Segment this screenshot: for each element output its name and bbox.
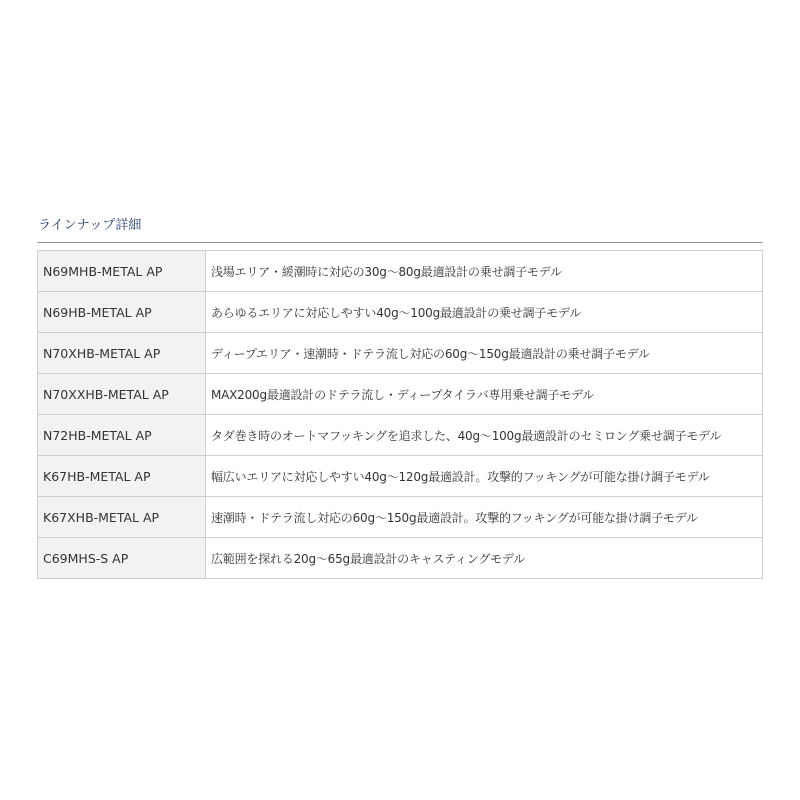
- model-description-cell: 浅場エリア・緩潮時に対応の30g〜80g最適設計の乗せ調子モデル: [206, 251, 763, 292]
- model-name-cell: C69MHS-S AP: [38, 538, 206, 579]
- table-row: [38, 497, 763, 538]
- table-row: [38, 415, 763, 456]
- model-description-cell: あらゆるエリアに対応しやすい40g〜100g最適設計の乗せ調子モデル: [206, 292, 763, 333]
- model-description-cell: ディープエリア・速潮時・ドテラ流し対応の60g〜150g最適設計の乗せ調子モデル: [206, 333, 763, 374]
- table-row: [38, 374, 763, 415]
- table-row: [38, 333, 763, 374]
- model-name-cell: N70XXHB-METAL AP: [38, 374, 206, 415]
- model-description-cell: タダ巻き時のオートマフッキングを追求した、40g〜100g最適設計のセミロング乗せ調子モデル: [206, 415, 763, 456]
- model-name-cell: N69HB-METAL AP: [38, 292, 206, 333]
- title-divider: [37, 242, 763, 243]
- model-name-cell: N69MHB-METAL AP: [38, 251, 206, 292]
- model-description-cell: 広範囲を探れる20g〜65g最適設計のキャスティングモデル: [206, 538, 763, 579]
- section-title: ラインナップ詳細: [38, 218, 142, 233]
- table-row: [38, 538, 763, 579]
- table-row: [38, 456, 763, 497]
- lineup-table: [37, 250, 763, 579]
- model-description-cell: 幅広いエリアに対応しやすい40g〜120g最適設計。攻撃的フッキングが可能な掛け調子モデル: [206, 456, 763, 497]
- model-name-cell: N70XHB-METAL AP: [38, 333, 206, 374]
- model-description-cell: 速潮時・ドテラ流し対応の60g〜150g最適設計。攻撃的フッキングが可能な掛け調子モデル: [206, 497, 763, 538]
- table-row: [38, 292, 763, 333]
- model-description-cell: MAX200g最適設計のドテラ流し・ディープタイラバ専用乗せ調子モデル: [206, 374, 763, 415]
- model-name-cell: K67HB-METAL AP: [38, 456, 206, 497]
- table-row: [38, 251, 763, 292]
- model-name-cell: K67XHB-METAL AP: [38, 497, 206, 538]
- model-name-cell: N72HB-METAL AP: [38, 415, 206, 456]
